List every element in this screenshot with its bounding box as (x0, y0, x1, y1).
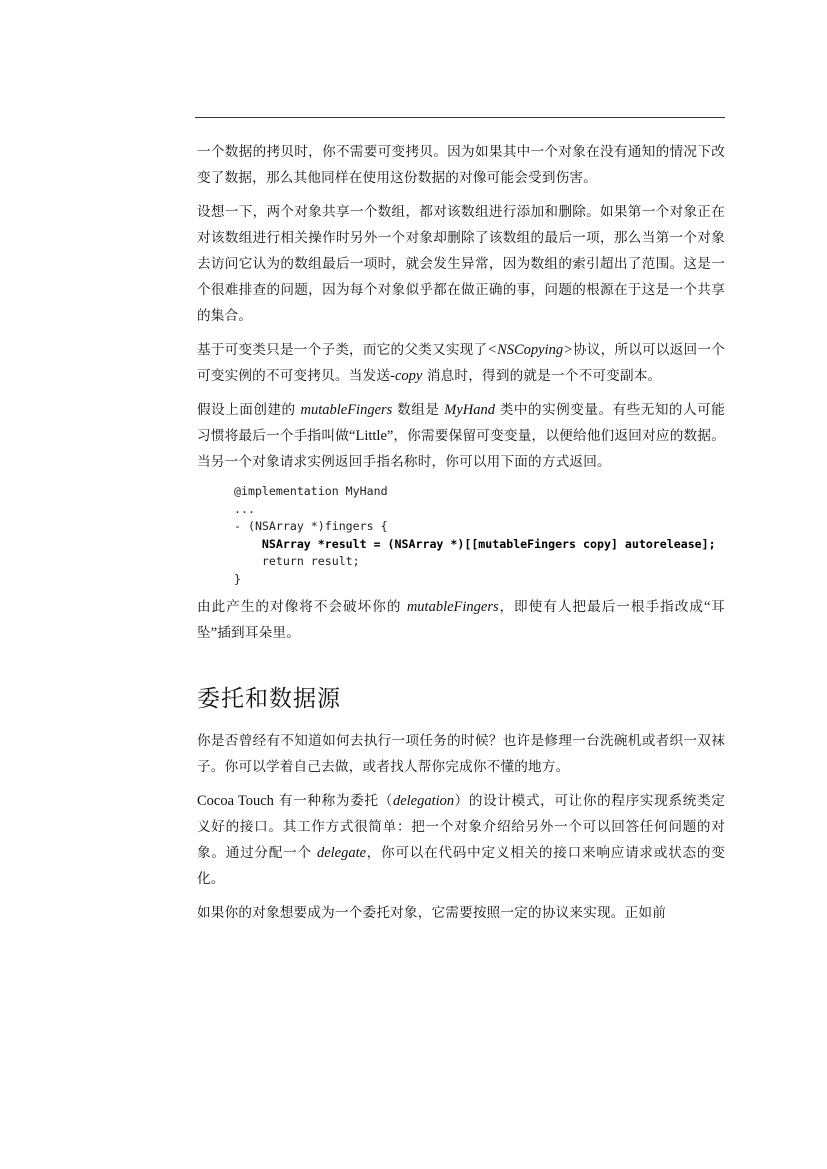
paragraph-text: 基于可变类只是一个子类，而它的父类又实现了 (197, 342, 488, 358)
paragraph (197, 139, 725, 191)
paragraph (197, 337, 725, 389)
code-reference: delegation (392, 793, 455, 809)
paragraph-text: ，你可以在代码中定义相关的接口来响应请求或状态的变化。 (197, 845, 726, 887)
code-line: ... (234, 501, 255, 516)
paragraph-text: 由此产生的对像将不会破坏你的 (197, 599, 407, 615)
paragraph-text: 一个数据的拷贝时，你不需要可变拷贝。因为如果其中一个对象在没有通知的情况下改变了数据，那么其他同样在使用这份数据的对像可能会受到伤害。 (197, 144, 725, 186)
paragraph (197, 900, 725, 926)
code-reference: mutableFingers (300, 402, 393, 418)
latin-text: ” (210, 625, 218, 641)
paragraph-text: 假设上面创建的 (197, 402, 301, 418)
paragraph (197, 199, 725, 329)
paragraph (197, 397, 725, 475)
paragraph-text: 消息时，得到的就是一个不可变副本。 (422, 368, 662, 384)
paragraph-text: ，即使有人把最后一根手指改成 (498, 599, 704, 615)
paragraph-text: 有一种称为委托（ (273, 793, 393, 809)
paragraph-text: ）的设计模式，可让你的程序实现系统类定义好的接口。其工作方式很简单：把一个对象介绍给另外一个可以回答任何问题的对象。通过分配一个 (197, 793, 725, 861)
latin-text: “ (703, 599, 711, 615)
code-line: } (234, 571, 241, 586)
paragraphs-before-code (197, 139, 725, 475)
paragraph-text: 插到耳朵里。 (217, 625, 300, 641)
paragraph (197, 594, 725, 646)
latin-text: Cocoa Touch (197, 793, 274, 809)
paragraph-text: 协议，所以可以返回一个可变实例的不可变拷贝。当发送 (197, 342, 725, 384)
code-line: return result; (234, 554, 360, 568)
paragraph-text: ，你需要保留可变变量，以便给他们返回对应的数据。当另一个对象请求实例返回手指名称时，你可以用下面的方式返回。 (197, 428, 725, 470)
section-heading: 委托和数据源 (197, 686, 341, 712)
code-line: @implementation MyHand (234, 484, 388, 498)
paragraph-text: 如果你的对象想要成为一个委托对象，它需要按照一定的协议来实现。正如前 (197, 905, 666, 921)
code-reference: -copy (390, 368, 423, 384)
code-reference: MyHand (444, 402, 495, 418)
code-line: NSArray *result = (NSArray *)[[mutableFingers copy] autorelease]; (234, 536, 716, 551)
latin-text: “Little” (349, 428, 394, 444)
code-listing (234, 483, 725, 588)
code-reference: delegate (316, 845, 367, 861)
code-reference: <NSCopying> (487, 342, 573, 358)
paragraph (197, 728, 725, 780)
paragraph-text: 耳坠 (197, 599, 725, 641)
paragraph-text: 类中的实例变量。有些无知的人可能习惯将最后一个手指叫做 (197, 402, 725, 444)
code-line: - (NSArray *)fingers { (234, 519, 388, 533)
paragraph (197, 788, 725, 892)
paragraph-text: 设想一下，两个对象共享一个数组，都对该数组进行添加和删除。如果第一个对象正在对该数组进行相关操作时另外一个对象却删除了该数组的最后一项，那么当第一个对象去访问它认为的数组最后一项时，就会发生异常，因为数组的索引超出了范围。这是一个很难排查的问题，因为每个对象似乎都在做正确的事，问题的根源在于这是一个共享的集合。 (197, 204, 725, 324)
code-reference: mutableFingers (406, 599, 499, 615)
paragraph-text: 你是否曾经有不知道如何去执行一项任务的时候？也许是修理一台洗碗机或者织一双袜子。你可以学着自己去做，或者找人帮你完成你不懂的地方。 (197, 733, 725, 775)
page-body (197, 139, 725, 934)
paragraphs-after-heading (197, 728, 725, 926)
paragraph-text: 数组是 (392, 402, 445, 418)
paragraphs-after-code (197, 594, 725, 646)
header-rule (195, 117, 725, 118)
